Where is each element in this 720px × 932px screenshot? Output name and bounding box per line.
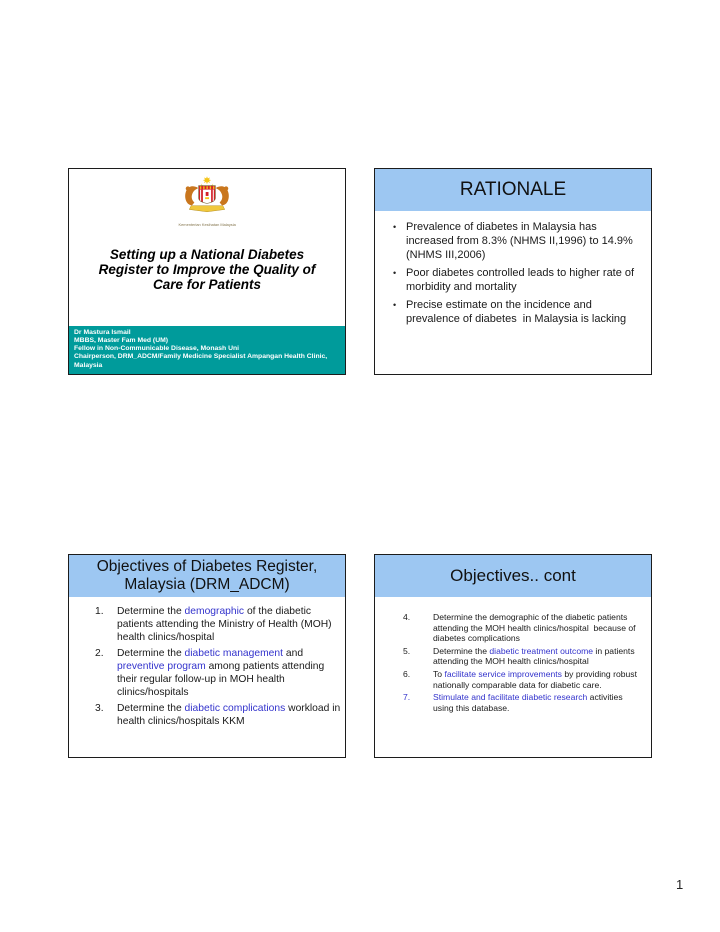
list-item	[95, 647, 345, 699]
bullet-marker: •	[393, 222, 397, 232]
list-item	[95, 702, 345, 728]
slide-title-band	[69, 555, 345, 597]
bullet-item	[393, 298, 646, 326]
slide-title: RATIONALE	[459, 179, 567, 200]
slide-rationale	[374, 168, 652, 375]
author-line: Chairperson, DRM_ADCM/Family Medicine Specialist Ampangan Health Clinic,	[74, 353, 328, 361]
list-number: 2.	[95, 648, 104, 659]
list-number: 6.	[403, 668, 411, 679]
slide-title: Objectives.. cont	[450, 566, 576, 585]
bullet-text: Precise estimate on the incidence and prevalence of diabetes in Malaysia is lacking	[406, 299, 627, 325]
malaysia-coat-of-arms-icon	[179, 175, 235, 215]
list-text: Determine the diabetic complications workload in health clinics/hospitals KKM	[117, 703, 344, 727]
slide-objectives	[68, 554, 346, 758]
slide-title-band	[375, 169, 651, 211]
slide-objectives-cont	[374, 554, 652, 758]
list-number: 4.	[403, 612, 411, 622]
list-text: Determine the demographic of the diabetic patients attending the MOH health clinics/hospital because of diabetes complications	[433, 612, 638, 644]
author-line: Fellow in Non-Communicable Disease, Monash Uni	[74, 345, 240, 353]
list-text: Determine the diabetic management and preventive program among patients attending their regular follow-up in MOH health clinics/hospitals	[117, 648, 328, 698]
list-text: To facilitate service improvements by providing robust nationally comparable data for diabetic care.	[433, 668, 640, 690]
slide-body	[375, 597, 651, 713]
bullet-item	[393, 220, 646, 262]
list-number: 1.	[95, 606, 104, 617]
logo-caption: Kementerian Kesihatan Malaysia	[178, 223, 236, 228]
list-text: Determine the diabetic treatment outcome in patients attending the MOH health clinics/hospital	[433, 645, 638, 667]
list-number: 5.	[403, 645, 411, 656]
bullet-item	[393, 266, 646, 294]
bullet-marker: •	[393, 300, 397, 310]
slide-title: Objectives of Diabetes Register, Malaysia (DRM_ADCM)	[96, 557, 318, 593]
bullet-text: Poor diabetes controlled leads to higher rate of morbidity and mortality	[406, 267, 638, 293]
list-number: 7.	[403, 692, 411, 703]
bullet-marker: •	[393, 268, 397, 278]
slide-title-card	[68, 168, 346, 375]
slide-body	[69, 597, 345, 728]
author-block	[69, 326, 345, 374]
slide-body	[375, 211, 651, 326]
list-item	[403, 669, 645, 690]
bullet-text: Prevalence of diabetes in Malaysia has increased from 8.3% (NHMS II,1996) to 14.9% (NHMS III,2006)	[406, 221, 636, 261]
author-line: Dr Mastura Ismail	[74, 328, 131, 336]
page-number: 1	[676, 877, 684, 892]
author-line: MBBS, Master Fam Med (UM)	[74, 336, 169, 344]
list-number: 3.	[95, 703, 104, 714]
author-line: Malaysia	[74, 361, 103, 369]
slide-title-band	[375, 555, 651, 597]
list-item	[95, 605, 345, 644]
presentation-title: Setting up a National Diabetes Register to Improve the Quality of Care for Patients	[98, 247, 316, 292]
list-item	[403, 612, 645, 644]
logo-block	[69, 175, 345, 233]
list-text: Determine the demographic of the diabetic patients attending the Ministry of Health (MOH) health clinics/hospital	[117, 606, 335, 643]
list-text: Stimulate and facilitate diabetic research activities using this database.	[433, 692, 626, 713]
list-item	[403, 692, 645, 713]
list-item	[403, 646, 645, 667]
